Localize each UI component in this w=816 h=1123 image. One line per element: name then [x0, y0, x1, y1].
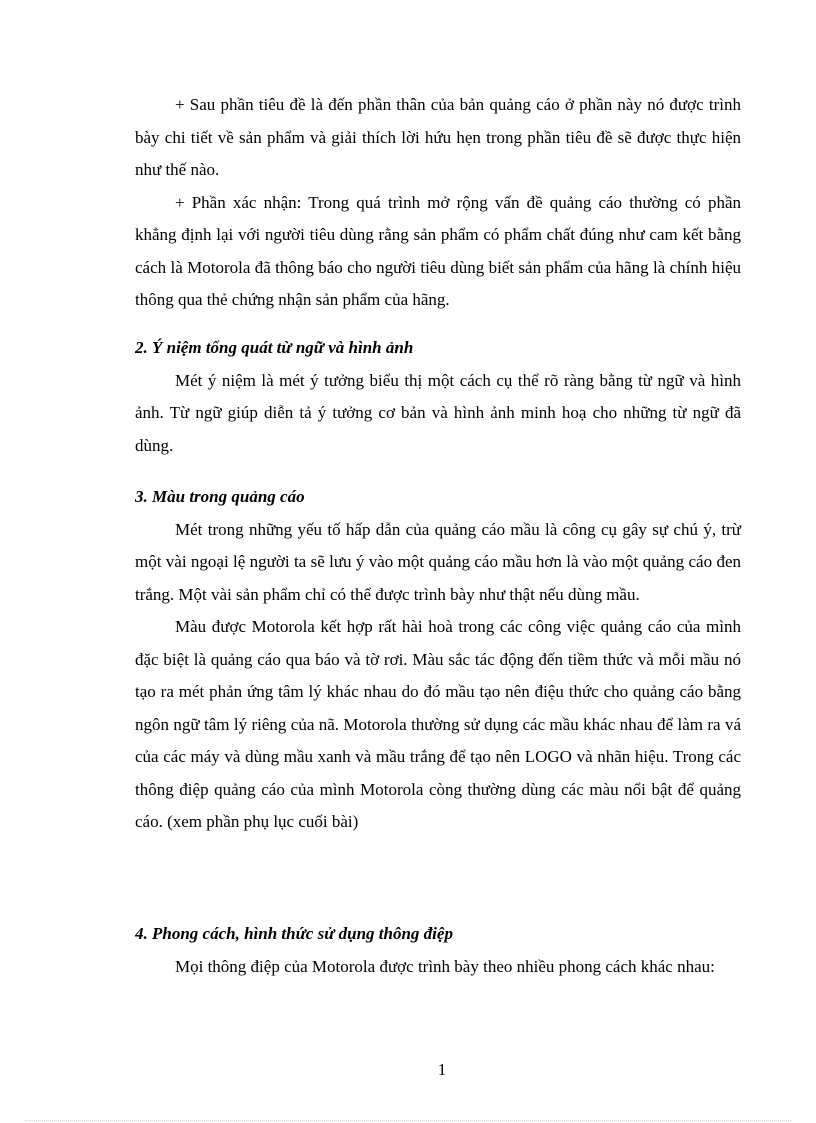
paragraph-style: Mọi thông điệp của Motorola được trình bày theo nhiều phong cách khác nhau: [175, 956, 715, 976]
section-body-and-confirmation [135, 89, 741, 317]
paragraph-body-part: + Sau phần tiêu đề là đến phần thân của bản quảng cáo ở phần này nó được trình bày chi tiết về sản phẩm và giải thích lời hứu hẹn trong phần tiêu đề sẽ được thực hiện như thế nào. [135, 95, 741, 179]
section-color [135, 481, 741, 839]
page-number: 1 [437, 1060, 447, 1079]
section-concept [135, 332, 741, 462]
page-footer-divider [25, 1120, 791, 1121]
paragraph-color-attention: Mét trong những yếu tố hấp dẫn của quảng cáo mầu là công cụ gây sự chú ý, trừ một vài ngoại lệ người ta sẽ lưu ý vào một quảng cáo mầu hơn là vào một quảng cáo đen trắng. Một vài sản phẩm chỉ có thể được trình bày như thật nếu dùng mầu. [135, 519, 741, 604]
paragraph-confirmation-part: + Phần xác nhận: Trong quá trình mở rộng vấn đề quảng cáo thường có phần khẳng định lại với người tiêu dùng rằng sản phẩm có phẩm chất đúng như cam kết bằng cách là Motorola đã thông báo cho người tiêu dùng biết sản phẩm của hãng là chính hiệu thông qua thẻ chứng nhận sản phẩm của hãng. [135, 192, 741, 309]
paragraph-color-motorola: Màu được Motorola kết hợp rất hài hoà trong các công việc quảng cáo của mình đặc biệt là quảng cáo qua báo và tờ rơi. Màu sắc tác động đến tiềm thức và mỗi mầu nó tạo ra mét phản ứng tâm lý khác nhau do đó mầu tạo nên điệu thức cho quảng cáo bằng ngôn ngữ tâm lý riêng của nã. Motorola thường sử dụng các mầu khác nhau để làm ra vá của các máy và dùng mầu xanh và mầu trắng để tạo nên LOGO và nhãn hiệu. Trong các thông điệp quảng cáo của mình Motorola còng thường dùng các màu nổi bật để quảng cáo. (xem phần phụ lục cuối bài) [135, 617, 741, 831]
heading-color: 3. Màu trong quảng cáo [135, 487, 305, 506]
section-style [135, 918, 741, 983]
heading-concept: 2. Ý niệm tổng quát từ ngữ và hình ảnh [135, 338, 414, 357]
paragraph-concept: Mét ý niệm là mét ý tưởng biểu thị một cách cụ thể rõ ràng bằng từ ngữ và hình ảnh. Từ ngữ giúp diễn tả ý tưởng cơ bản và hình ảnh minh hoạ cho những từ ngữ đã dùng. [135, 370, 741, 455]
heading-style: 4. Phong cách, hình thức sử dụng thông điệp [135, 924, 453, 943]
